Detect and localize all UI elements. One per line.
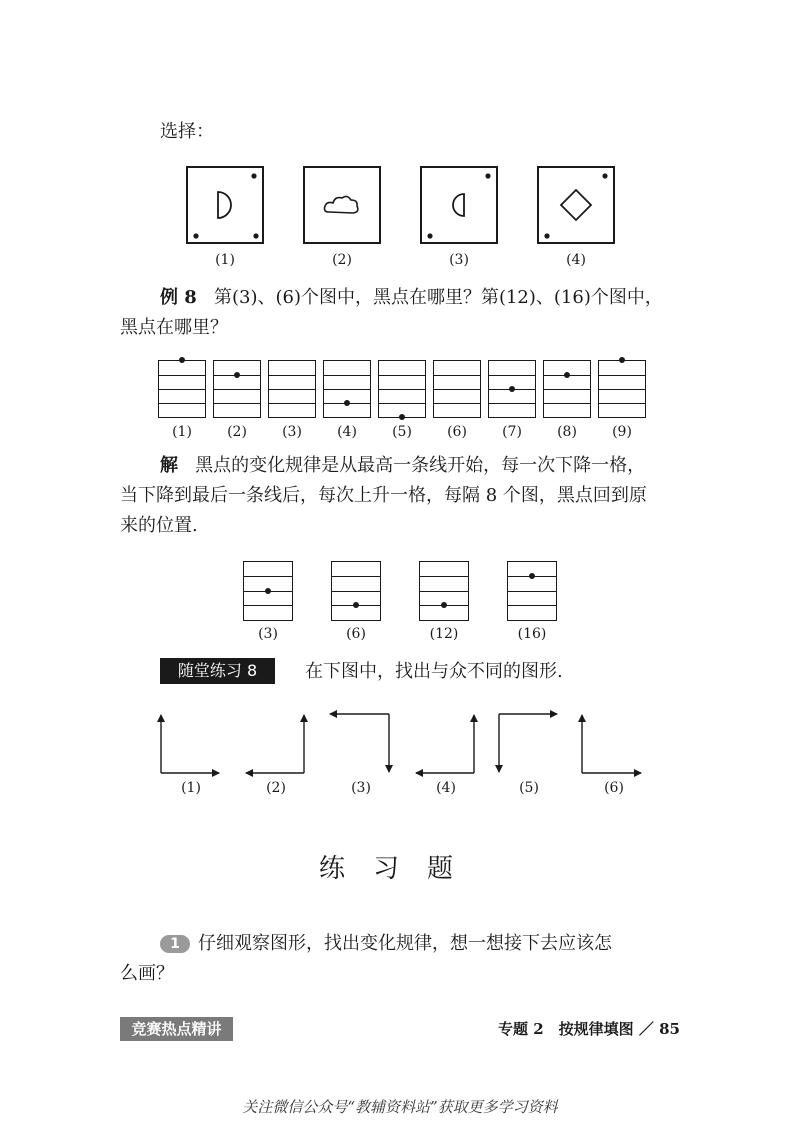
- figure-caption-2: (2): [227, 424, 247, 440]
- solution-figure-3: [243, 561, 293, 621]
- solution-caption-12: (12): [429, 626, 459, 642]
- black-dot: [399, 414, 405, 420]
- arrow-caption-2: (2): [266, 780, 286, 796]
- example8-question-1: 第(3)、(6)个图中，黑点在哪里？第(12)、(16)个图中，: [213, 287, 663, 308]
- black-dot: [441, 602, 447, 608]
- line-figure-4: [323, 360, 371, 418]
- line-figure-7: [488, 360, 536, 418]
- arrow-caption-4: (4): [436, 780, 456, 796]
- section-title: 练习题: [318, 854, 481, 884]
- option-caption-2: (2): [332, 252, 352, 268]
- solution-label: 解: [160, 455, 178, 476]
- solution-figure-12: [419, 561, 469, 621]
- option-box-3[interactable]: [420, 166, 498, 244]
- arrow-figures: [130, 700, 670, 790]
- black-dot: [564, 372, 570, 378]
- figure-caption-6: (6): [447, 424, 467, 440]
- example8-label: 例 8: [160, 287, 197, 308]
- figure-caption-5: (5): [392, 424, 412, 440]
- figure-caption-8: (8): [557, 424, 577, 440]
- line-figure-2: [213, 360, 261, 418]
- figure-caption-4: (4): [337, 424, 357, 440]
- exercise1-text-2: 么画？: [120, 963, 174, 984]
- solution-caption-3: (3): [258, 626, 278, 642]
- line-figure-9: [598, 360, 646, 418]
- cloud-shape: [305, 168, 379, 242]
- line-figure-8: [543, 360, 591, 418]
- diamond-shape: [539, 168, 613, 242]
- solution-caption-6: (6): [346, 626, 366, 642]
- black-dot: [234, 372, 240, 378]
- black-dot: [179, 357, 185, 363]
- line-figure-6: [433, 360, 481, 418]
- figure-caption-1: (1): [172, 424, 192, 440]
- solution-line1: [160, 450, 645, 482]
- line-figure-3: [268, 360, 316, 418]
- option-caption-4: (4): [566, 252, 586, 268]
- exercise-number-badge: 1: [160, 935, 190, 953]
- practice-tag: 随堂练习 8: [160, 658, 275, 684]
- footer-series-tag: 竞赛热点精讲: [120, 1017, 233, 1041]
- option-caption-1: (1): [215, 252, 235, 268]
- figure-caption-7: (7): [502, 424, 522, 440]
- line-figure-5: [378, 360, 426, 418]
- solution-text-2: 当下降到最后一条线后，每次上升一格，每隔 8 个图，黑点回到原: [120, 485, 647, 506]
- half-circle-shape: [188, 168, 262, 242]
- example8-question-2: 黑点在哪里？: [120, 317, 228, 338]
- option-box-4[interactable]: [537, 166, 615, 244]
- watermark-text: 关注微信公众号“教辅资料站”获取更多学习资料: [242, 1098, 558, 1116]
- arrow-caption-5: (5): [519, 780, 539, 796]
- practice-question: 在下图中，找出与众不同的图形.: [305, 661, 563, 682]
- figure-caption-9: (9): [612, 424, 632, 440]
- solution-caption-16: (16): [517, 626, 547, 642]
- option-caption-3: (3): [449, 252, 469, 268]
- arrow-caption-3: (3): [351, 780, 371, 796]
- solution-figure-6: [331, 561, 381, 621]
- option-box-2[interactable]: [303, 166, 381, 244]
- figure-caption-3: (3): [282, 424, 302, 440]
- arrow-caption-6: (6): [604, 780, 624, 796]
- solution-figure-16: [507, 561, 557, 621]
- black-dot: [265, 588, 271, 594]
- black-dot: [619, 357, 625, 363]
- footer-page-info: 专题 2 按规律填图 ／ 85: [498, 1020, 680, 1038]
- line-figure-1: [158, 360, 206, 418]
- select-label: 选择：: [160, 121, 214, 142]
- option-box-1[interactable]: [186, 166, 264, 244]
- solution-text-3: 来的位置.: [120, 515, 198, 536]
- half-circle-shape: [422, 168, 496, 242]
- example8-line1: [160, 282, 663, 314]
- black-dot: [353, 602, 359, 608]
- solution-text-1: 黑点的变化规律是从最高一条线开始，每一次下降一格，: [195, 455, 646, 476]
- black-dot: [509, 386, 515, 392]
- black-dot: [344, 400, 350, 406]
- exercise1-text-1: 仔细观察图形，找出变化规律，想一想接下去应该怎: [198, 933, 612, 954]
- arrow-caption-1: (1): [181, 780, 201, 796]
- black-dot: [529, 573, 535, 579]
